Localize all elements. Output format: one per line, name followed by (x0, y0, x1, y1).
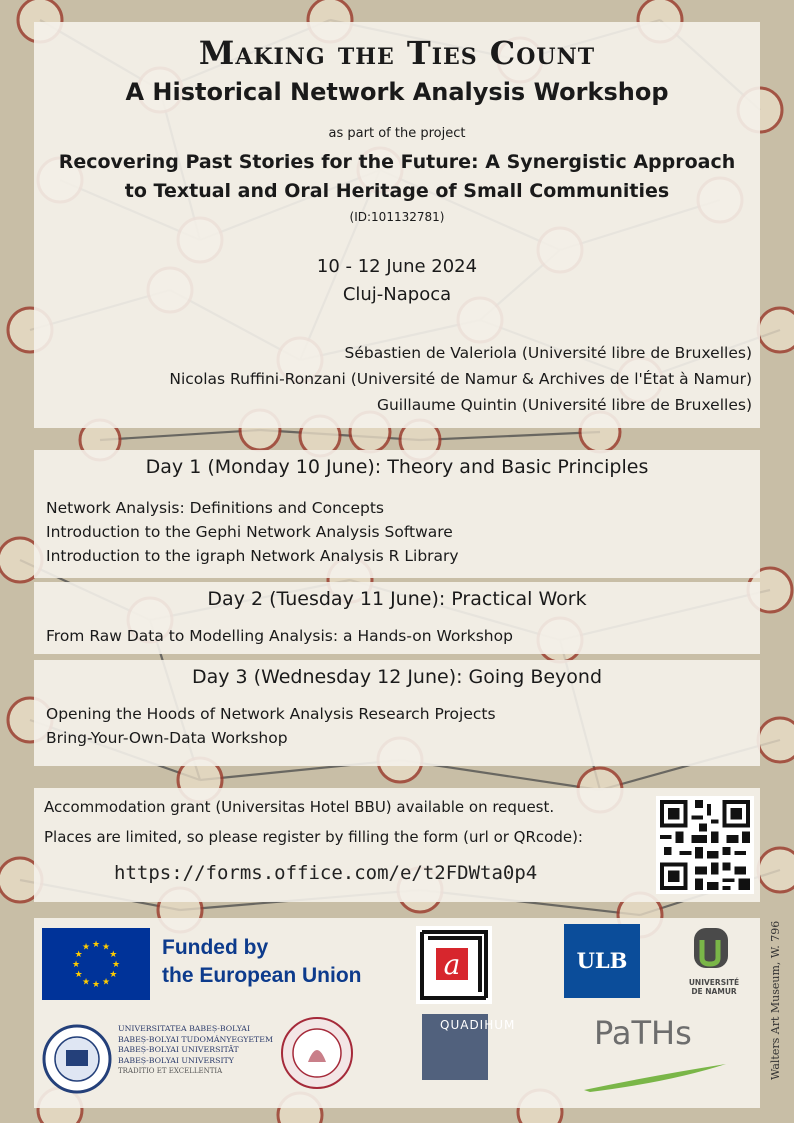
ubb-seal-icon (42, 1024, 112, 1094)
svg-text:★: ★ (74, 970, 83, 980)
registration-note: Places are limited, so please register by filling the form (url or QRcode): (44, 828, 583, 846)
list-item: Opening the Hoods of Network Analysis Research Projects (46, 705, 496, 723)
day2-items (46, 624, 513, 648)
ubb-motto: TRADITIO ET EXCELLENTIA (118, 1067, 223, 1075)
svg-text:★: ★ (101, 942, 111, 953)
eu-line1: Funded by (162, 936, 269, 959)
eu-flag-icon (42, 928, 150, 1000)
project-id: (ID:101132781) (349, 210, 445, 224)
logos-panel (34, 918, 760, 1108)
unamur-logo (676, 924, 752, 1008)
registration-url-link[interactable]: https://forms.office.com/e/t2FDWta0p4 (114, 862, 538, 884)
ubb-name: BABEȘ-BOLYAI UNIVERSITY (118, 1055, 234, 1065)
list-item: From Raw Data to Modelling Analysis: a Hands-on Workshop (46, 627, 513, 645)
list-item: Introduction to the Gephi Network Analysis Software (46, 523, 453, 541)
day3-title: Day 3 (Wednesday 12 June): Going Beyond (191, 666, 603, 688)
history-faculty-seal-icon (280, 1016, 354, 1090)
day3-panel (34, 660, 760, 766)
quadihum-label: QUADIHUM (440, 1018, 516, 1032)
list-item: Introduction to the igraph Network Analysis R Library (46, 547, 459, 565)
day1-title: Day 1 (Monday 10 June): Theory and Basic Principles (145, 456, 649, 478)
ubb-names (118, 1024, 298, 1077)
svg-text:★: ★ (91, 940, 101, 950)
list-item: Network Analysis: Definitions and Concepts (46, 499, 384, 517)
eu-funding-label (162, 934, 402, 990)
eu-line2: the European Union (162, 964, 362, 987)
svg-text:a: a (443, 948, 461, 981)
day1-panel (34, 450, 760, 578)
ubb-name: UNIVERSITATEA BABEȘ-BOLYAI (118, 1024, 251, 1033)
svg-text:★: ★ (81, 977, 91, 988)
day2-title: Day 2 (Tuesday 11 June): Practical Work (207, 588, 587, 610)
registration-panel (34, 788, 760, 902)
ulb-logo: ULB (564, 924, 640, 998)
workshop-title: Making the Ties Count (198, 34, 596, 72)
archive-a-logo (416, 926, 492, 1004)
svg-text:★: ★ (109, 970, 118, 980)
speaker: Sébastien de Valeriola (Université libre de Bruxelles) (344, 344, 752, 362)
project-title-line2: to Textual and Oral Heritage of Small Communities (124, 180, 670, 202)
unamur-line1: UNIVERSITÉ (688, 978, 740, 987)
svg-text:★: ★ (74, 950, 83, 960)
svg-text:★: ★ (81, 942, 91, 953)
paths-logo (580, 1014, 730, 1094)
svg-text:★: ★ (71, 960, 81, 970)
paths-swoosh-icon (580, 1054, 730, 1094)
paths-label: PaTHs (594, 1014, 692, 1052)
day3-items (46, 702, 496, 750)
day2-panel (34, 582, 760, 654)
image-credit: Walters Art Museum, W. 796 (769, 920, 782, 1080)
workshop-subtitle: A Historical Network Analysis Workshop (125, 78, 669, 106)
speaker: Nicolas Ruffini-Ronzani (Université de Namur & Archives de l'État à Namur) (169, 370, 752, 388)
svg-text:★: ★ (109, 950, 118, 960)
header-panel (34, 22, 760, 428)
project-intro: as part of the project (328, 126, 466, 141)
unamur-line2: DE NAMUR (691, 987, 737, 996)
svg-text:★: ★ (111, 960, 121, 970)
day1-items (46, 496, 459, 568)
accommodation-note: Accommodation grant (Universitas Hotel BBU) available on request. (44, 798, 555, 816)
event-place: Cluj-Napoca (342, 284, 452, 305)
event-date: 10 - 12 June 2024 (316, 256, 478, 277)
ubb-name: BABEȘ-BOLYAI UNIVERSITÄT (118, 1045, 239, 1054)
speakers-list (52, 340, 752, 418)
speaker: Guillaume Quintin (Université libre de Bruxelles) (376, 396, 752, 414)
unamur-label (676, 978, 752, 996)
svg-text:★: ★ (91, 980, 101, 990)
project-title-line1: Recovering Past Stories for the Future: A Synergistic Approach (58, 151, 736, 173)
project-title (34, 148, 760, 206)
unamur-mark-icon (694, 924, 734, 974)
list-item: Bring-Your-Own-Data Workshop (46, 729, 288, 747)
svg-text:★: ★ (101, 977, 111, 988)
quadihum-logo (422, 1014, 516, 1080)
qr-code[interactable] (656, 796, 754, 894)
ubb-name: BABEȘ-BOLYAI TUDOMÁNYEGYETEM (118, 1034, 273, 1044)
